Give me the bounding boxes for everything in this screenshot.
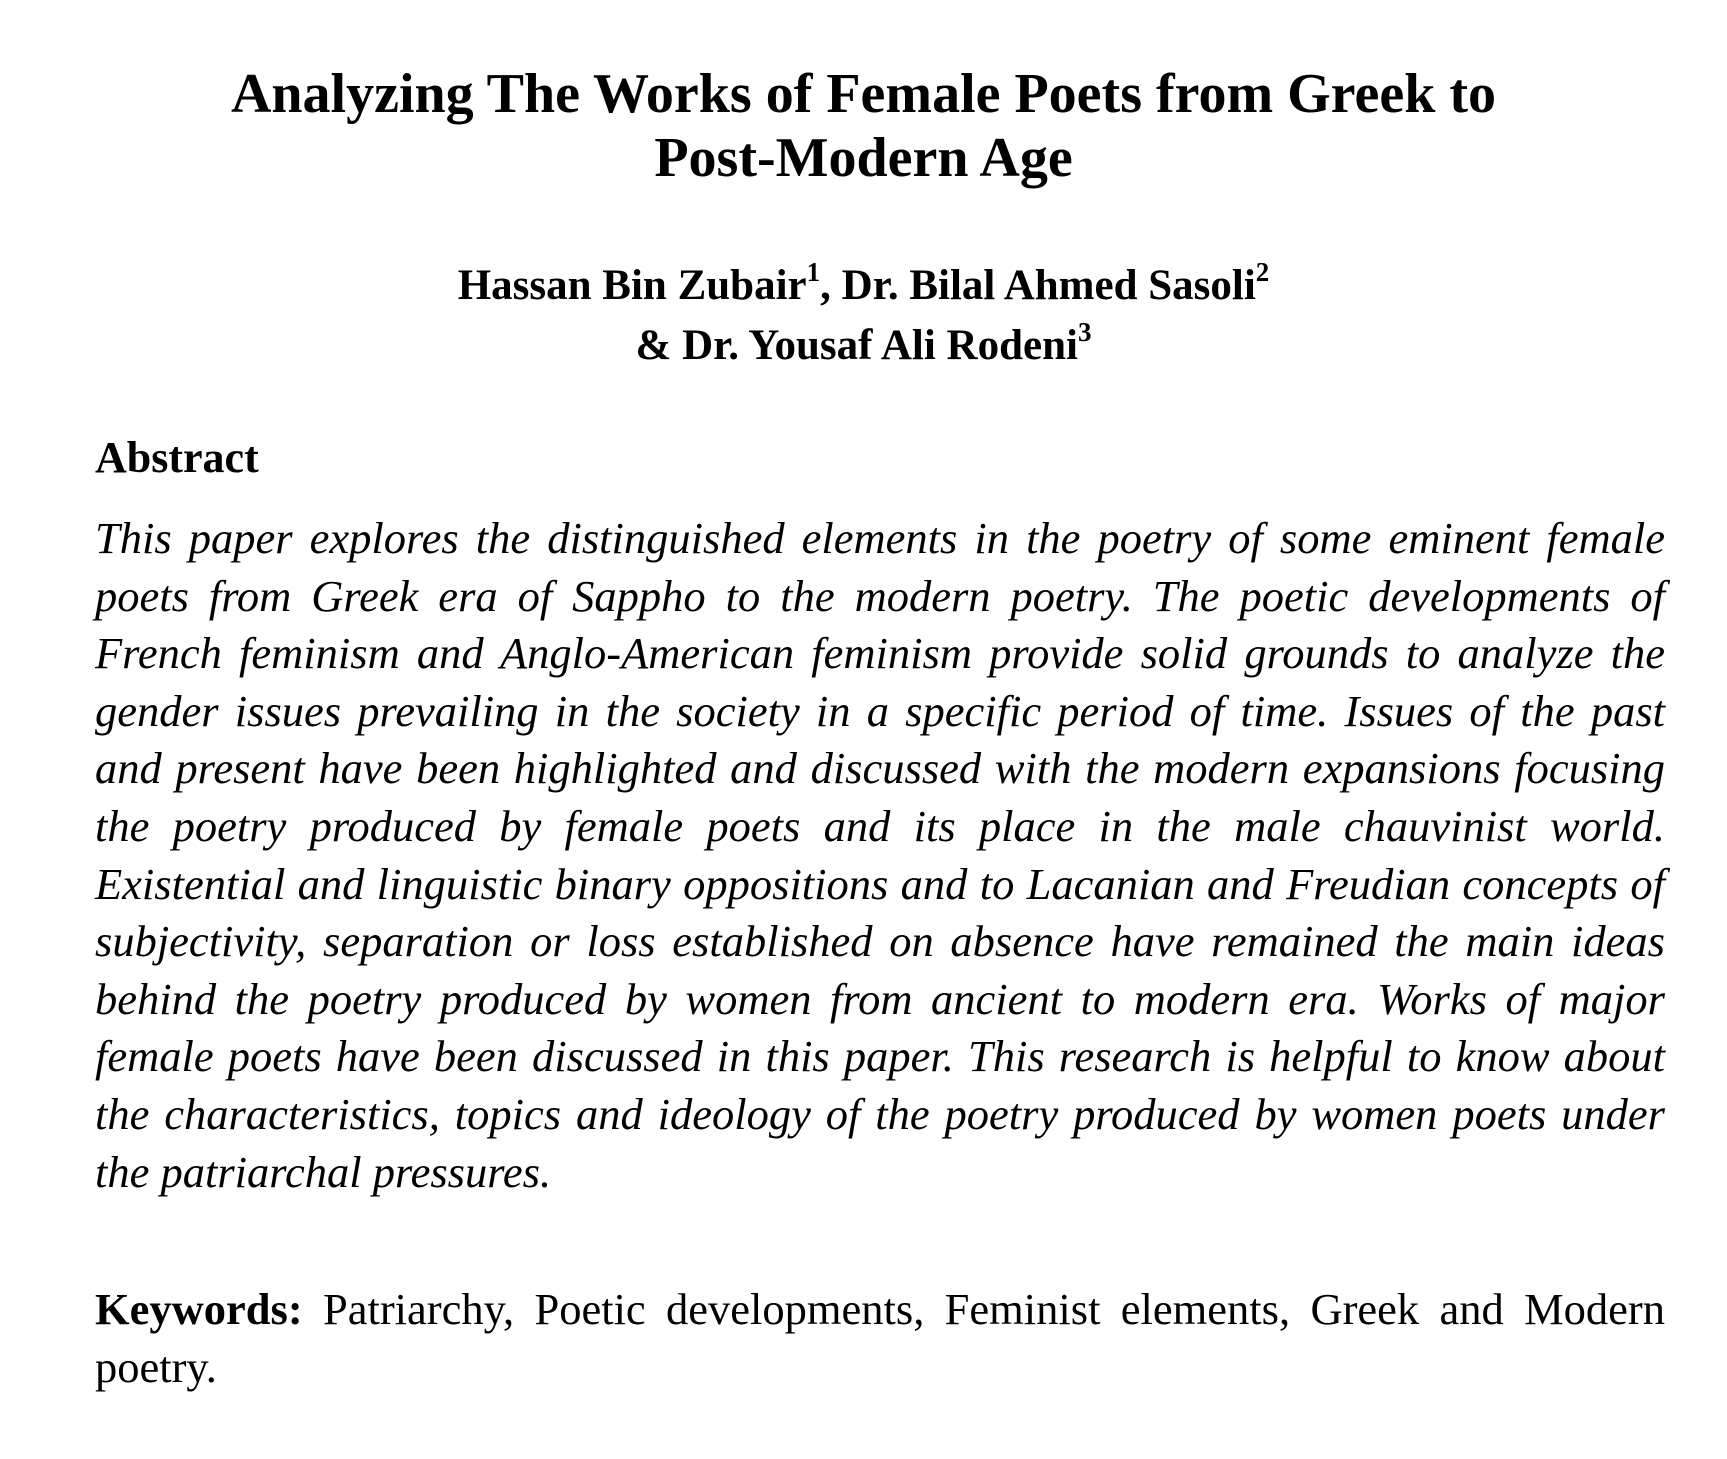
author-conjunction: & [635, 322, 683, 369]
abstract-heading: Abstract [95, 433, 259, 482]
paper-title [0, 62, 1727, 190]
author-list [0, 256, 1727, 376]
author-name: Hassan Bin Zubair [457, 262, 807, 309]
abstract-body: This paper explores the distinguished elements in the poetry of some eminent female poets from Greek era of Sappho to the modern poetry. The poetic developments of French feminism and Anglo-American feminism provide solid grounds to analyze the gender issues prevailing in the society in a specific period of time. Issues of the past and present have been highlighted and discussed with the modern expansions focusing the poetry produced by female poets and its place in the male chauvinist world. Existential and linguistic binary oppositions and to Lacanian and Freudian concepts of subjectivity, separation or loss established on absence have remained the main ideas behind the poetry produced by women from ancient to modern era. Works of major female poets have been discussed in this paper. This research is helpful to know about the characteristics, topics and ideology of the poetry produced by women poets under the patriarchal pressures. [95, 513, 1665, 1197]
author-line-2 [0, 316, 1727, 376]
author-separator: , [820, 262, 842, 309]
author-line-1 [0, 256, 1727, 316]
keywords [95, 1280, 1665, 1396]
affiliation-mark: 1 [806, 257, 821, 287]
author-name: Dr. Yousaf Ali Rodeni [682, 322, 1078, 369]
keywords-label: Keywords: [95, 1284, 303, 1334]
keywords-text: Patriarchy, Poetic developments, Feminist elements, Greek and Modern poetry. [95, 1284, 1665, 1392]
author-name: Dr. Bilal Ahmed Sasoli [841, 262, 1256, 309]
affiliation-mark: 2 [1255, 257, 1270, 287]
paper-title-line-1: Analyzing The Works of Female Poets from Greek to [230, 63, 1497, 125]
affiliation-mark: 3 [1077, 317, 1092, 347]
paper-title-line-2: Post-Modern Age [654, 127, 1073, 189]
